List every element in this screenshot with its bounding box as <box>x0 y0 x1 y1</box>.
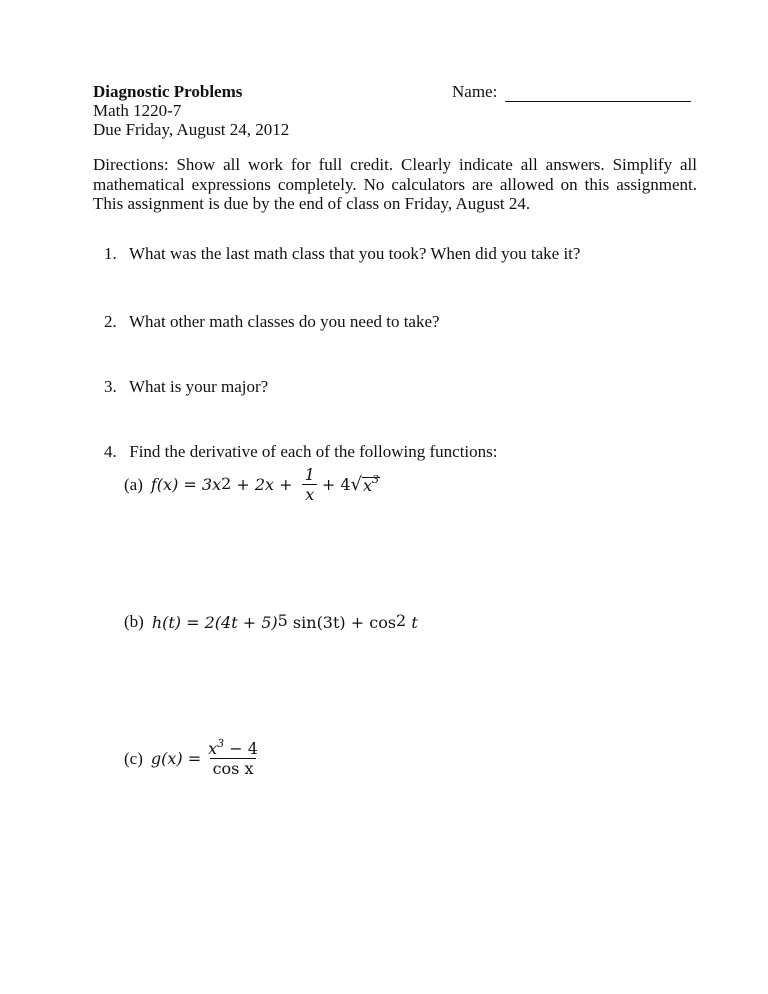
radicand <box>362 473 380 495</box>
question-number: 4. <box>104 442 117 461</box>
worksheet-title: Diagnostic Problems <box>93 82 243 101</box>
radicand-base: x <box>362 475 373 495</box>
question-2 <box>104 312 440 332</box>
fraction-numerator: 1 <box>304 465 315 484</box>
question-number: 1. <box>104 244 117 263</box>
question-text: What is your major? <box>128 377 269 396</box>
question-number: 2. <box>104 312 117 331</box>
question-1 <box>104 244 580 264</box>
question-3 <box>104 377 268 397</box>
part-c <box>124 736 265 778</box>
radicand-exponent: 3 <box>372 473 380 487</box>
question-number: 3. <box>104 377 117 396</box>
question-4 <box>104 442 498 462</box>
expression-lhs: g(x) = <box>150 749 202 768</box>
numerator-base: x <box>208 739 218 758</box>
course-number: Math 1220-7 <box>93 101 182 120</box>
fraction <box>205 736 261 778</box>
due-date: Due Friday, August 24, 2012 <box>93 120 290 139</box>
numerator-exponent: 3 <box>217 736 225 750</box>
expression-lhs: f(x) = 3x <box>150 475 222 494</box>
question-text: What was the last math class that you took? When did you take it? <box>128 244 581 263</box>
part-b: (b) h(t) = 2(4t + 5) $^5$ sin(3t) + cos $^2$ t <box>124 611 418 632</box>
question-text: What other math classes do you need to take? <box>128 312 440 331</box>
expression-tail: t <box>406 612 418 632</box>
square-root <box>350 473 381 495</box>
part-a: (a) f(x) = 3x $^2$ + 2x + $\frac{1}{x}$ + 4 √ $x^3$ <box>124 465 380 504</box>
part-label: (c) <box>124 748 143 768</box>
part-label: (b) <box>124 612 144 631</box>
expression-middle: sin(3t) + cos <box>287 612 397 632</box>
fraction-denominator: cos x <box>210 758 257 777</box>
name-blank-line[interactable] <box>505 87 691 102</box>
question-text: Find the derivative of each of the following functions: <box>129 442 498 461</box>
expression-middle: + 2x + <box>231 475 298 494</box>
fraction-denominator: x <box>302 484 317 503</box>
name-field <box>452 82 691 102</box>
name-label: Name: <box>452 82 498 101</box>
fraction <box>302 466 318 503</box>
expression-lhs: h(t) = 2(4t + 5) <box>151 612 278 632</box>
part-label: (a) <box>124 474 143 494</box>
directions-paragraph: Directions: Show all work for full credit. Clearly indicate all answers. Simplify all mathematical expressions completely. No calculators are allowed on this assignment. This assignment is due by the end of class on Friday, August 24. <box>93 155 697 213</box>
expression-tail: + 4 <box>321 475 351 494</box>
fraction-numerator <box>205 736 261 758</box>
radical-sign-icon: √ <box>350 473 362 495</box>
numerator-tail: − 4 <box>224 739 258 758</box>
